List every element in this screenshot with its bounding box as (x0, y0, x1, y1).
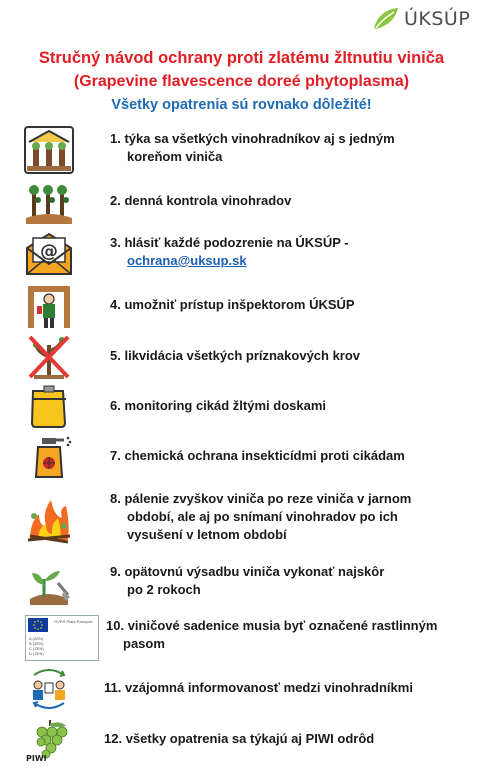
item-text: likvidácia všetkých príznakových krov (124, 348, 361, 363)
page-title: Stručný návod ochrany proti zlatému žltnutiu viniča (38, 49, 445, 67)
item-text-line2: koreňom viniča (127, 149, 223, 164)
item-number: 8. (110, 491, 121, 506)
item-number: 5. (110, 348, 121, 363)
eu-flag-icon (28, 618, 48, 632)
item-text-line2: pasom (123, 636, 165, 651)
leaf-logo-icon (372, 6, 400, 32)
item-number: 7. (110, 448, 121, 463)
item-number: 3. (110, 235, 121, 250)
plant-passport-icon (25, 615, 99, 661)
item-number: 1. (110, 131, 121, 146)
piwi-badge: PIWI (26, 754, 47, 763)
svg-text:@: @ (40, 241, 58, 262)
item-text-line3: vysušení v letnom období (127, 527, 287, 542)
item-text: opätovnú výsadbu viniča vykonať najskôr (124, 564, 385, 579)
item-number: 4. (110, 297, 121, 312)
item-text: týka sa všetkých vinohradníkov aj s jedným (124, 131, 395, 146)
uksup-logo (372, 6, 470, 32)
grape-piwi-icon (24, 718, 74, 766)
item-text: monitoring cikád žltými doskami (124, 398, 327, 413)
email-envelope-icon (24, 230, 74, 278)
item-text: vzájomná informovanosť medzi vinohradníkmi (124, 680, 413, 695)
vineyard-inspection-icon (24, 178, 74, 226)
item-number: 12. (104, 731, 123, 746)
email-link[interactable]: ochrana@uksup.sk (127, 253, 247, 268)
page-tagline: Všetky opatrenia sú rovnako dôležité! (111, 97, 372, 113)
item-text-line2: po 2 rokoch (127, 582, 201, 597)
item-number: 2. (110, 193, 121, 208)
crossed-vine-icon (24, 333, 74, 381)
yellow-sticky-trap-icon (24, 383, 74, 431)
logo-text: ÚKSÚP (404, 8, 471, 30)
item-number: 9. (110, 564, 121, 579)
item-number: 10. (106, 618, 125, 633)
burning-residue-icon (24, 496, 74, 544)
item-text: viničové sadenice musia byť označené rastlinným (127, 618, 438, 633)
seedling-planting-icon (24, 559, 74, 607)
item-number: 6. (110, 398, 121, 413)
item-text: denná kontrola vinohradov (124, 193, 292, 208)
people-communication-icon (24, 665, 74, 713)
item-text: umožniť prístup inšpektorom ÚKSÚP (124, 297, 355, 312)
passport-line: A (ZEN) (29, 636, 44, 641)
passport-line: B (ZEN) (29, 641, 44, 646)
item-text: všetky opatrenia sa týkajú aj PIWI odrôd (125, 731, 375, 746)
passport-line: D (ZEN) (29, 651, 44, 656)
insecticide-spray-icon (24, 433, 74, 481)
item-text: hlásiť každé podozrenie na ÚKSÚP - (124, 235, 349, 250)
vineyard-icon (24, 126, 74, 174)
item-text: pálenie zvyškov viniča po reze viniča v jarnom (124, 491, 412, 506)
passport-line: C (ZEN) (29, 646, 44, 651)
passport-label: OVRS Plant Passport (54, 619, 93, 624)
inspector-gate-icon (24, 282, 74, 330)
page-subtitle: (Grapevine flavescence doreé phytoplasma) (73, 73, 410, 90)
item-number: 11. (104, 680, 122, 695)
item-text-line2: období, ale aj po snímaní vinohradov po ich (127, 509, 398, 524)
item-text: chemická ochrana insekticídmi proti cikádam (124, 448, 405, 463)
